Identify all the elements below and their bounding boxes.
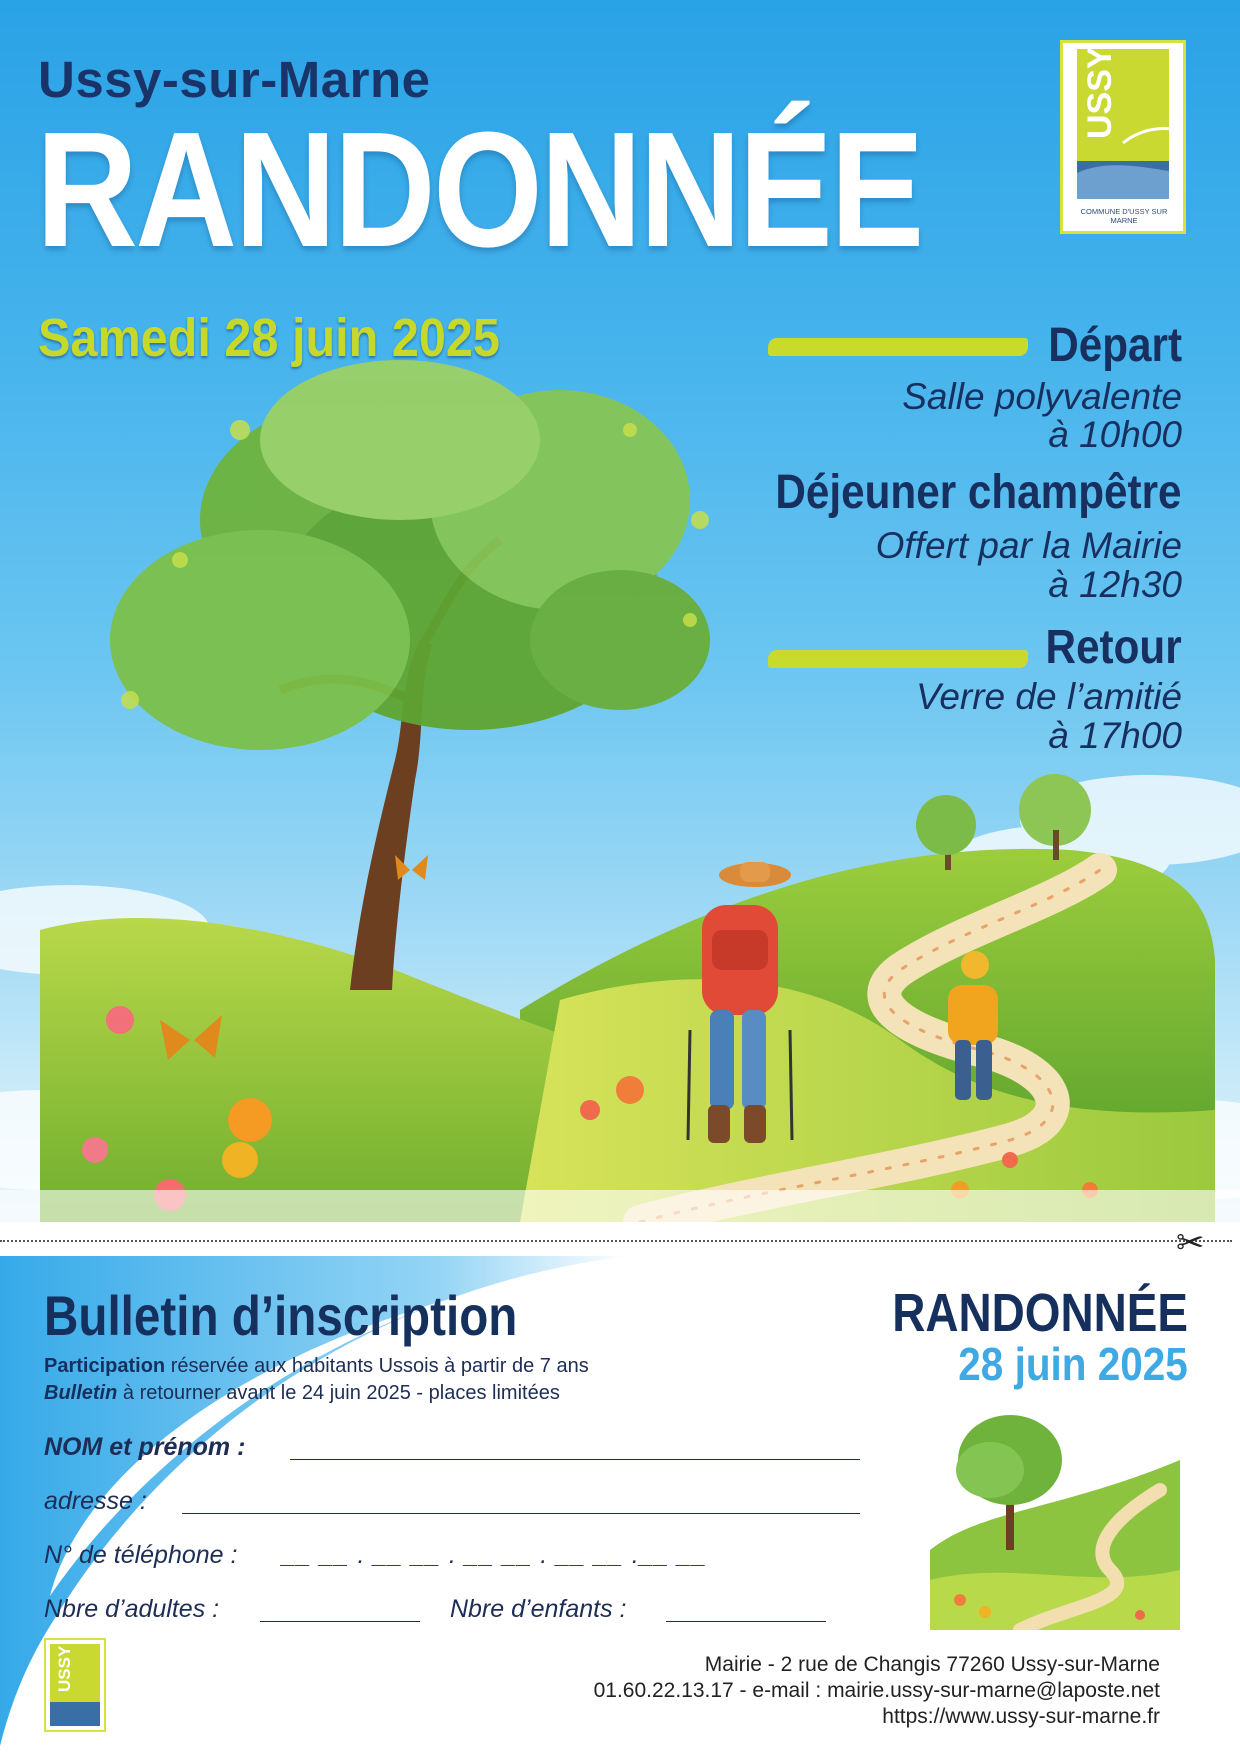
scissors-icon: ✂: [1176, 1224, 1205, 1262]
svg-text:USSY: USSY: [1081, 46, 1119, 139]
adults-field[interactable]: [260, 1599, 420, 1622]
info-bulletin: [44, 1382, 560, 1405]
coupon-title: Bulletin d’inscription: [44, 1284, 518, 1347]
name-field[interactable]: [290, 1437, 860, 1460]
highlight-brush-retour: [768, 650, 1028, 668]
contact-address: Mairie - 2 rue de Changis 77260 Ussy-sur-Marne: [704, 1653, 1160, 1676]
program-line-dejeuner-1: Offert par la Mairie: [875, 525, 1182, 566]
program-heading-dejeuner: Déjeuner champêtre: [775, 466, 1182, 519]
program-line-depart-1: Salle polyvalente: [902, 376, 1182, 417]
adults-label: Nbre d’adultes :: [44, 1595, 220, 1623]
address-label: adresse :: [44, 1487, 147, 1515]
info-participation-text: réservée aux habitants Ussois à partir de 7 ans: [165, 1355, 589, 1377]
program-line-dejeuner-2: à 12h30: [1048, 564, 1182, 605]
logo-small-text: USSY: [55, 1645, 74, 1692]
event-title: RANDONNÉE: [36, 98, 922, 281]
ussy-logo: [1060, 40, 1186, 234]
highlight-brush-depart: [768, 338, 1028, 356]
children-label: Nbre d’enfants :: [450, 1595, 627, 1623]
cut-line: [0, 1240, 1232, 1242]
info-bulletin-bold: Bulletin: [44, 1382, 118, 1404]
town-name: Ussy-sur-Marne: [38, 51, 431, 108]
info-participation-bold: Participation: [44, 1355, 166, 1377]
contact-phone-email: 01.60.22.13.17 - e-mail : mairie.ussy-sur-marne@laposte.net: [593, 1679, 1160, 1702]
program-line-retour-1: Verre de l’amitié: [916, 676, 1182, 717]
name-label: NOM et prénom :: [44, 1433, 246, 1461]
ussy-logo-small: [44, 1638, 106, 1732]
info-participation: [44, 1355, 589, 1378]
program-line-retour-2: à 17h00: [1048, 715, 1182, 756]
contact-website[interactable]: https://www.ussy-sur-marne.fr: [882, 1705, 1160, 1728]
ussy-logo-graphic: [1063, 43, 1183, 231]
big-tree: [110, 360, 710, 990]
stub-title: RANDONNÉE: [892, 1283, 1188, 1343]
phone-field[interactable]: __ __ . __ __ . __ __ . __ __ .__ __: [282, 1541, 708, 1569]
program-heading-retour: Retour: [1045, 621, 1182, 674]
ussy-logo-small-graphic: [46, 1640, 104, 1730]
children-field[interactable]: [666, 1599, 826, 1622]
small-landscape-illustration: [930, 1400, 1180, 1630]
phone-label: N° de téléphone :: [44, 1541, 238, 1569]
address-field[interactable]: [182, 1491, 860, 1514]
event-date: Samedi 28 juin 2025: [38, 308, 500, 368]
stub-date: 28 juin 2025: [958, 1338, 1188, 1390]
logo-caption: COMMUNE D'USSY SUR MARNE: [1080, 207, 1168, 225]
program-line-depart-2: à 10h00: [1048, 414, 1182, 455]
info-bulletin-text: à retourner avant le 24 juin 2025 - places limitées: [117, 1382, 560, 1404]
program-heading-depart: Départ: [1048, 319, 1182, 372]
